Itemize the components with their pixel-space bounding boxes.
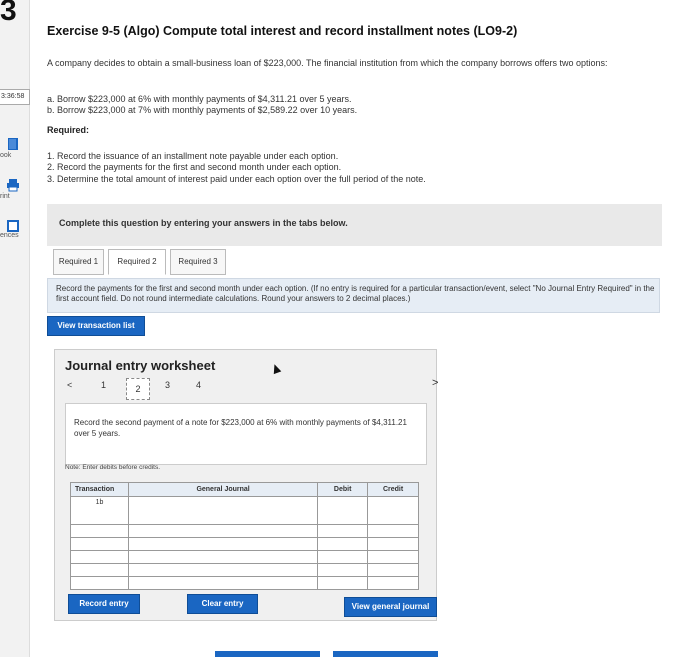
pager-page-3[interactable]: 3	[165, 380, 171, 390]
pager-page-2-current[interactable]: 2	[126, 378, 150, 400]
account-cell[interactable]	[128, 538, 317, 551]
view-general-journal-button[interactable]: View general journal	[344, 597, 437, 617]
table-row	[71, 525, 419, 538]
credit-cell[interactable]	[368, 564, 419, 577]
transaction-cell	[71, 525, 129, 538]
pager-page-4[interactable]: 4	[196, 380, 202, 390]
credit-cell[interactable]	[368, 577, 419, 590]
prev-tab-button[interactable]	[215, 651, 320, 657]
sidebar-item-print[interactable]: rint	[0, 193, 10, 200]
transaction-cell: 1b	[71, 497, 129, 525]
instruction-box	[47, 278, 660, 313]
next-tab-button[interactable]	[333, 651, 438, 657]
pager-next-button[interactable]: >	[432, 377, 439, 389]
tab-required-3[interactable]: Required 3	[170, 249, 226, 275]
transaction-cell	[71, 551, 129, 564]
exercise-title: Exercise 9-5 (Algo) Compute total interest and record installment notes (LO9-2)	[47, 24, 518, 38]
required-item-3: 3. Determine the total amount of interest paid under each option over the full period of the note.	[47, 174, 426, 184]
complete-prompt: Complete this question by entering your answers in the tabs below.	[59, 218, 348, 228]
debit-cell[interactable]	[318, 564, 368, 577]
worksheet-title: Journal entry worksheet	[65, 358, 216, 373]
col-general-journal: General Journal	[128, 483, 317, 497]
instruction-text: Record the payments for the first and second month under each option. (If no entry is required for a particular transaction/event, select "No Journal Entry Required" in the first account field. Do not round intermediate calculations. Round your answers to 2 decimal places.)	[56, 284, 655, 303]
col-credit: Credit	[368, 483, 419, 497]
book-icon[interactable]	[6, 137, 20, 151]
required-heading: Required:	[47, 125, 90, 135]
col-transaction: Transaction	[71, 483, 129, 497]
tab-required-2[interactable]: Required 2	[108, 249, 166, 275]
credit-cell[interactable]	[368, 538, 419, 551]
left-sidebar	[0, 0, 30, 657]
view-transaction-list-button[interactable]: View transaction list	[47, 316, 145, 336]
journal-entry-worksheet	[54, 349, 437, 621]
table-row	[71, 538, 419, 551]
account-cell[interactable]	[128, 551, 317, 564]
transaction-cell	[71, 564, 129, 577]
account-cell[interactable]	[128, 525, 317, 538]
entry-description: Record the second payment of a note for $223,000 at 6% with monthly payments of $4,311.21 over 5 years.	[74, 418, 407, 438]
sidebar-item-book[interactable]: ook	[0, 152, 12, 159]
tab-required-1[interactable]: Required 1	[53, 249, 104, 275]
pager-page-1[interactable]: 1	[101, 380, 107, 390]
account-cell[interactable]	[128, 577, 317, 590]
debit-cell[interactable]	[318, 538, 368, 551]
account-cell[interactable]	[128, 497, 317, 525]
credit-cell[interactable]	[368, 497, 419, 525]
record-entry-button[interactable]: Record entry	[68, 594, 140, 614]
required-item-1: 1. Record the issuance of an installment note payable under each option.	[47, 151, 339, 161]
entry-description-box	[65, 403, 427, 465]
transaction-cell	[71, 538, 129, 551]
sidebar-logo: 3	[0, 0, 17, 27]
timer-display: 3:36:58	[0, 89, 30, 105]
table-row	[71, 497, 419, 525]
table-row	[71, 551, 419, 564]
debit-cell[interactable]	[318, 551, 368, 564]
col-debit: Debit	[318, 483, 368, 497]
transaction-cell	[71, 577, 129, 590]
table-row	[71, 577, 419, 590]
complete-prompt-box	[47, 204, 662, 246]
debit-cell[interactable]	[318, 577, 368, 590]
sidebar-item-references[interactable]: ences	[0, 232, 19, 239]
required-item-2: 2. Record the payments for the first and second month under each option.	[47, 162, 342, 172]
pager-prev-button[interactable]: <	[67, 380, 73, 390]
credit-cell[interactable]	[368, 525, 419, 538]
exercise-intro: A company decides to obtain a small-business loan of $223,000. The financial institution from which the company borrows offers two options:	[47, 58, 608, 68]
journal-table	[70, 482, 419, 590]
account-cell[interactable]	[128, 564, 317, 577]
print-icon[interactable]	[6, 178, 20, 192]
table-row	[71, 564, 419, 577]
credit-cell[interactable]	[368, 551, 419, 564]
option-b: b. Borrow $223,000 at 7% with monthly payments of $2,589.22 over 10 years.	[47, 105, 358, 115]
references-icon[interactable]	[6, 219, 20, 233]
clear-entry-button[interactable]: Clear entry	[187, 594, 258, 614]
debit-cell[interactable]	[318, 497, 368, 525]
option-a: a. Borrow $223,000 at 6% with monthly payments of $4,311.21 over 5 years.	[47, 94, 352, 104]
debit-credit-note: Note: Enter debits before credits.	[65, 464, 161, 471]
debit-cell[interactable]	[318, 525, 368, 538]
